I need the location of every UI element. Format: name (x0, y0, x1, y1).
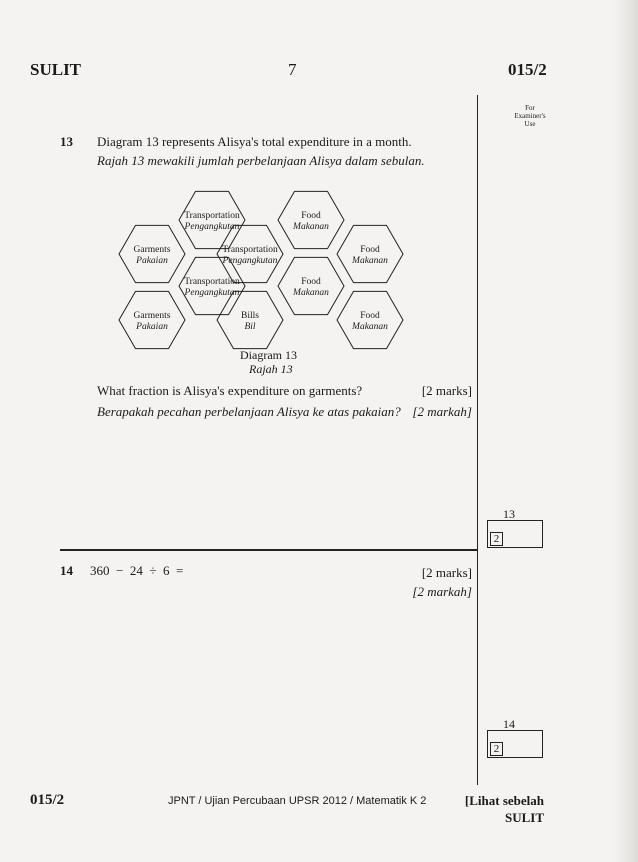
diagram-13-caption: Diagram 13 (240, 348, 297, 362)
hexagon-label-ms: Pakaian (136, 322, 168, 332)
examiner-line-3: Use (524, 120, 536, 128)
q14-number: 14 (60, 563, 73, 578)
q14-marks-ms: [2 markah] (412, 584, 472, 599)
diagram-13-hexagons (100, 172, 420, 352)
hexagon-label-en: Food (360, 245, 380, 255)
q13-box-marks: 2 (490, 532, 503, 546)
hexagon-label-ms: Makanan (293, 288, 329, 298)
examiner-use-label (500, 104, 560, 128)
examiner-line-2: Examiner's (514, 112, 546, 120)
q13-box-label: 13 (503, 507, 515, 521)
hexagon-label-en: Garments (133, 245, 171, 255)
hexagon-label-ms: Makanan (352, 322, 388, 332)
hexagon-label-en: Bills (241, 311, 259, 321)
hexagon-label-en: Garments (133, 311, 171, 321)
q13-question-en: What fraction is Alisya's expenditure on garments? (97, 383, 363, 398)
question-separator (60, 549, 478, 551)
q13-marks-en: [2 marks] (421, 383, 472, 398)
examiner-column-divider (477, 95, 478, 785)
hexagon-label-ms: Pengangkutan (184, 288, 240, 298)
hexagon-label-en: Transportation (184, 277, 240, 287)
q13-marks-ms: [2 markah] (412, 404, 472, 419)
hexagon-label-ms: Pengangkutan (222, 256, 278, 266)
q13-text-en: Diagram 13 represents Alisya's total expenditure in a month. (97, 134, 412, 149)
hexagon-label-ms: Pengangkutan (184, 222, 240, 232)
hexagon-label-en: Food (301, 211, 321, 221)
footer-exam-title: JPNT / Ujian Percubaan UPSR 2012 / Matematik K 2 (168, 795, 427, 807)
hexagon-label-ms: Makanan (352, 256, 388, 266)
q14-box-marks: 2 (490, 742, 503, 756)
rajah-13-caption: Rajah 13 (249, 362, 293, 376)
q14-marks-en: [2 marks] (421, 565, 472, 580)
footer-turn-over (462, 792, 544, 826)
footer-lihat-sebelah: [Lihat sebelah (464, 793, 544, 808)
hexagon-label-en: Transportation (222, 245, 278, 255)
hexagon-label-en: Food (301, 277, 321, 287)
footer-paper-code: 015/2 (30, 792, 65, 808)
hexagon-label-ms: Bil (244, 322, 256, 332)
hexagon-label-ms: Pakaian (136, 256, 168, 266)
q14-expression: 360 − 24 ÷ 6 = (90, 563, 184, 578)
q13-number: 13 (60, 134, 73, 149)
header-paper-code: 015/2 (508, 60, 547, 79)
hexagon-label-en: Food (360, 311, 380, 321)
hexagon-label-ms: Makanan (293, 222, 329, 232)
q14-box-label: 14 (503, 717, 515, 731)
footer-sulit: SULIT (504, 810, 544, 825)
page-edge-shadow (614, 0, 638, 862)
q13-question-ms: Berapakah pecahan perbelanjaan Alisya ke atas pakaian? (97, 404, 401, 419)
q13-text-ms: Rajah 13 mewakili jumlah perbelanjaan Alisya dalam sebulan. (97, 153, 425, 168)
page-number: 7 (288, 60, 297, 79)
header-sulit: SULIT (30, 60, 82, 79)
examiner-line-1: For (525, 104, 535, 112)
hexagon-label-en: Transportation (184, 211, 240, 221)
